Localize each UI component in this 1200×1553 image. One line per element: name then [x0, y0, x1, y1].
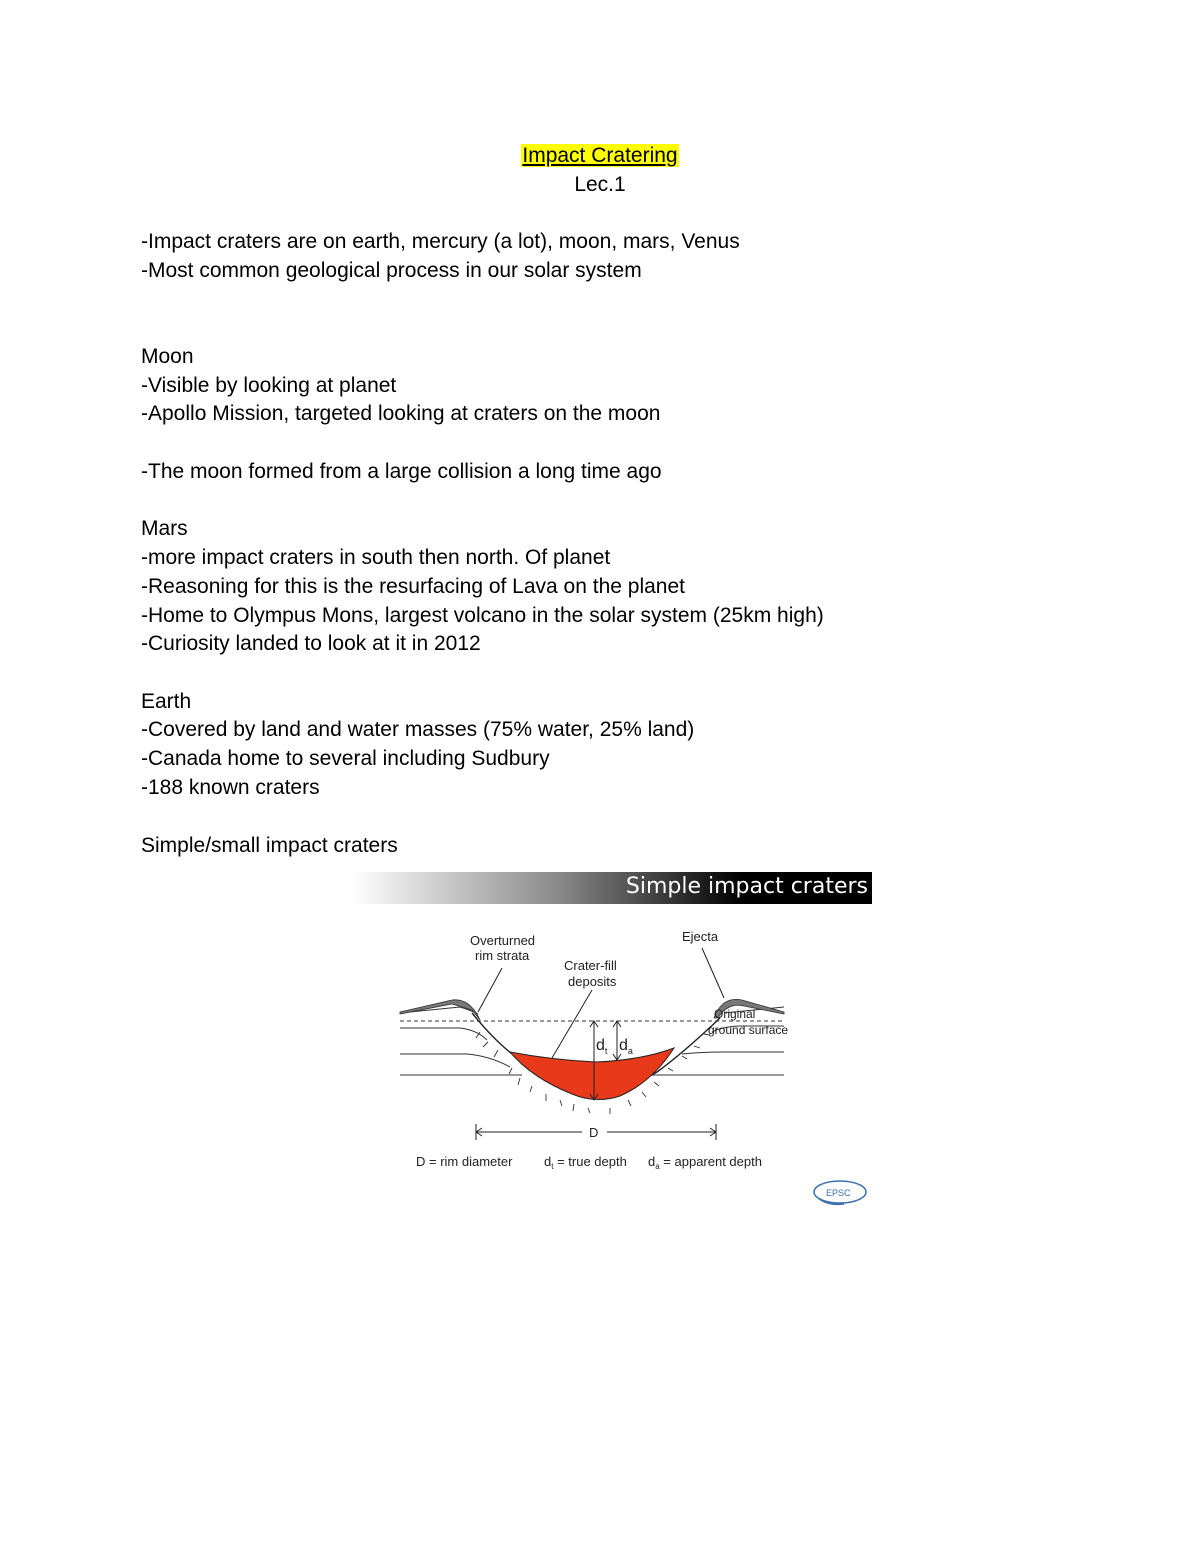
legend-apparent-depth: $d_a$ = apparent depth [648, 1154, 762, 1171]
diameter-label: D [589, 1125, 599, 1140]
strata-line [682, 1052, 784, 1054]
ground-surface-label: ground surface [708, 1023, 789, 1037]
simple-craters-heading: Simple/small impact craters [141, 834, 398, 857]
leader-line [702, 948, 724, 998]
mars-line: -Reasoning for this is the resurfacing of Lava on the planet [141, 575, 685, 598]
crater-fill-label: Crater-fill [564, 958, 617, 973]
crater-diagram-figure [352, 872, 872, 1212]
moon-line: -Apollo Mission, targeted looking at craters on the moon [141, 402, 661, 425]
figure-banner-title: Simple impact craters [625, 874, 868, 899]
deposits-label: deposits [568, 974, 617, 989]
true-depth-label: $d_t$ [596, 1037, 608, 1056]
ejecta-label: Ejecta [682, 929, 719, 944]
crater-fill-deposits [510, 1048, 674, 1100]
epsc-logo-text: EPSC [826, 1188, 851, 1198]
earth-heading: Earth [141, 690, 192, 713]
leader-line [552, 990, 592, 1058]
crater-cross-section [352, 872, 872, 1212]
earth-line: -Covered by land and water masses (75% water, 25% land) [141, 718, 695, 741]
mars-line: -Curiosity landed to look at it in 2012 [141, 632, 481, 655]
strata-line [400, 1054, 510, 1067]
apparent-depth-label: $d_a$ [619, 1037, 633, 1056]
mars-line: -Home to Olympus Mons, largest volcano in the solar system (25km high) [141, 604, 824, 627]
earth-line: -188 known craters [141, 776, 320, 799]
strata-line [400, 1028, 487, 1040]
intro-line: -Impact craters are on earth, mercury (a lot), moon, mars, Venus [141, 230, 740, 253]
intro-line: -Most common geological process in our solar system [141, 259, 642, 282]
epsc-logo [814, 1181, 866, 1204]
leader-line [478, 968, 502, 1012]
overturned-label: Overturned [470, 933, 536, 948]
earth-line: -Canada home to several including Sudbury [141, 747, 550, 770]
lecture-number: Lec.1 [574, 173, 626, 196]
rim-strata-label: rim strata [475, 948, 530, 963]
moon-line: -The moon formed from a large collision a long time ago [141, 460, 662, 483]
legend-rim-diameter: D = rim diameter [416, 1154, 513, 1169]
document-title: Impact Cratering [522, 144, 678, 167]
title-line [0, 142, 1200, 170]
legend-true-depth: $d_t$ = true depth [544, 1154, 627, 1171]
mars-line: -more impact craters in south then north. Of planet [141, 546, 611, 569]
mars-heading: Mars [141, 517, 188, 540]
original-label: Original [714, 1007, 756, 1021]
moon-heading: Moon [141, 345, 194, 368]
moon-line: -Visible by looking at planet [141, 374, 397, 397]
